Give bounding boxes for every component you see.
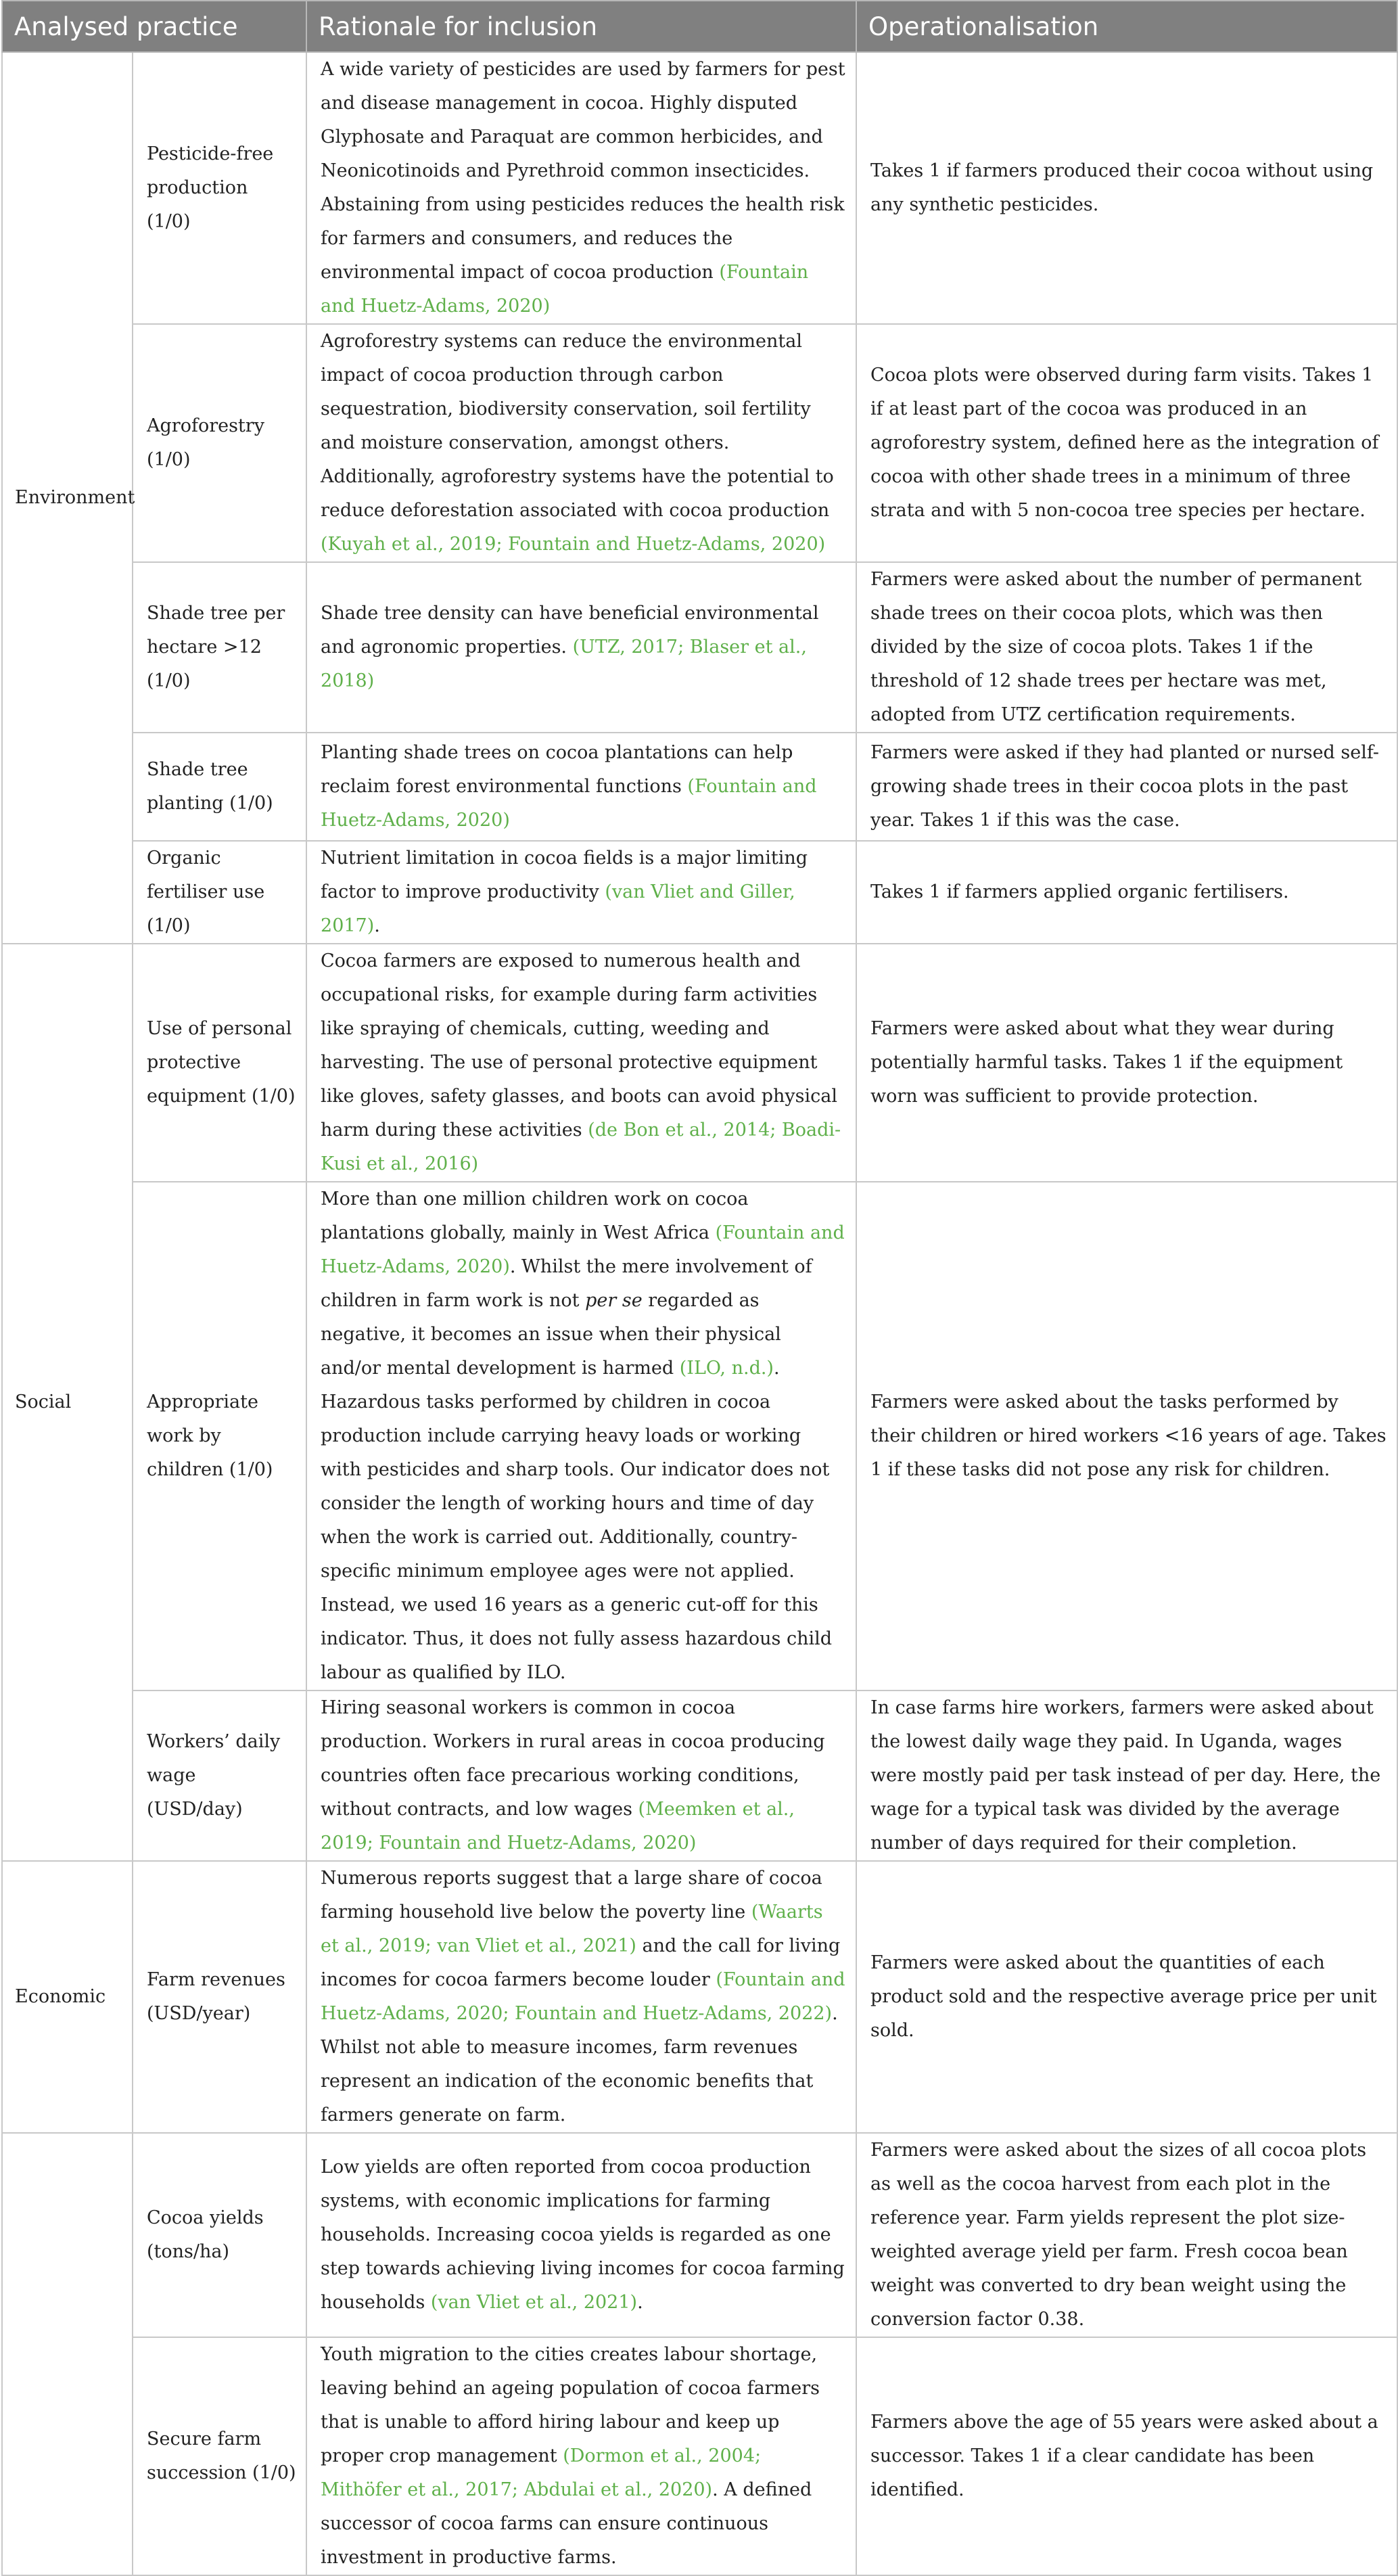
citation-link[interactable]: (UTZ, 2017; Blaser et al., 2018) bbox=[321, 637, 807, 691]
practice-cell: Appropriate work by children (1/0) bbox=[133, 1182, 306, 1690]
citation-link[interactable]: (Waarts et al., 2019; van Vliet et al., 2021) bbox=[321, 1902, 823, 1956]
practices-table bbox=[1, 0, 1398, 2576]
operationalisation-cell: Farmers were asked if they had planted or nursed self-growing shade trees in their cocoa plots in the past year. Takes 1 if this was the case. bbox=[856, 733, 1397, 841]
operationalisation-cell: Farmers were asked about the number of permanent shade trees on their cocoa plots, which was then divided by the size of cocoa plots. Takes 1 if the threshold of 12 shade trees per hectare was met, adopted from UTZ certification requirements. bbox=[856, 562, 1397, 733]
table-row bbox=[2, 733, 1397, 841]
emphasis-text: per se bbox=[585, 1290, 643, 1311]
operationalisation-cell: Farmers were asked about what they wear during potentially harmful tasks. Takes 1 if the equipment worn was sufficient to provide protection. bbox=[856, 944, 1397, 1182]
rationale-cell: Youth migration to the cities creates labour shortage, leaving behind an ageing population of cocoa farmers that is unable to afford hiring labour and keep up proper crop management (Dormon et al., 2004; Mithöfer et al., 2017; Abdulai et al., 2020). A defined successor of cocoa farms can ensure continuous investment in productive farms. bbox=[306, 2337, 856, 2575]
table-row bbox=[2, 2133, 1397, 2337]
practice-cell: Farm revenues (USD/year) bbox=[133, 1861, 306, 2133]
operationalisation-cell: Farmers were asked about the quantities of each product sold and the respective average price per unit sold. bbox=[856, 1861, 1397, 2133]
rationale-cell: Agroforestry systems can reduce the environmental impact of cocoa production through carbon sequestration, biodiversity conservation, soil fertility and moisture conservation, amongst others. Additionally, agroforestry systems have the potential to reduce deforestation associated with cocoa production (Kuyah et al., 2019; Fountain and Huetz-Adams, 2020) bbox=[306, 324, 856, 562]
practice-cell: Secure farm succession (1/0) bbox=[133, 2337, 306, 2575]
citation-link[interactable]: (Fountain and Huetz-Adams, 2020) bbox=[321, 1222, 845, 1277]
rationale-cell: Hiring seasonal workers is common in cocoa production. Workers in rural areas in cocoa producing countries often face precarious working conditions, without contracts, and low wages (Meemken et al., 2019; Fountain and Huetz-Adams, 2020) bbox=[306, 1690, 856, 1861]
operationalisation-cell: Takes 1 if farmers produced their cocoa without using any synthetic pesticides. bbox=[856, 52, 1397, 324]
citation-link[interactable]: (Fountain and Huetz-Adams, 2020) bbox=[321, 776, 817, 831]
rationale-cell: Nutrient limitation in cocoa fields is a major limiting factor to improve productivity (van Vliet and Giller, 2017). bbox=[306, 841, 856, 944]
table-row bbox=[2, 324, 1397, 562]
citation-link[interactable]: (Fountain and Huetz-Adams, 2020; Fountain and Huetz-Adams, 2022) bbox=[321, 1969, 845, 2024]
table-row bbox=[2, 1861, 1397, 2133]
header-rationale: Rationale for inclusion bbox=[306, 1, 856, 52]
table-row bbox=[2, 52, 1397, 324]
rationale-cell: A wide variety of pesticides are used by farmers for pest and disease management in cocoa. Highly disputed Glyphosate and Paraquat are common herbicides, and Neonicotinoids and Pyrethroid common insecticides. Abstaining from using pesticides reduces the health risk for farmers and consumers, and reduces the environmental impact of cocoa production (Fountain and Huetz-Adams, 2020) bbox=[306, 52, 856, 324]
dimension-unlabelled bbox=[2, 2133, 133, 2575]
practice-cell: Shade tree per hectare >12 (1/0) bbox=[133, 562, 306, 733]
practice-cell: Use of personal protective equipment (1/0) bbox=[133, 944, 306, 1182]
table-row bbox=[2, 562, 1397, 733]
table-row bbox=[2, 841, 1397, 944]
dimension-environment: Environment bbox=[2, 52, 133, 944]
citation-link[interactable]: (Fountain and Huetz-Adams, 2020) bbox=[321, 262, 809, 317]
operationalisation-cell: In case farms hire workers, farmers were asked about the lowest daily wage they paid. In Uganda, wages were mostly paid per task instead of per day. Here, the wage for a typical task was divided by the average number of days required for their completion. bbox=[856, 1690, 1397, 1861]
citation-link[interactable]: (de Bon et al., 2014; Boadi-Kusi et al., 2016) bbox=[321, 1120, 841, 1174]
dimension-economic: Economic bbox=[2, 1861, 133, 2133]
practice-cell: Cocoa yields (tons/ha) bbox=[133, 2133, 306, 2337]
practice-cell: Pesticide-free production (1/0) bbox=[133, 52, 306, 324]
operationalisation-cell: Cocoa plots were observed during farm visits. Takes 1 if at least part of the cocoa was produced in an agroforestry system, defined here as the integration of cocoa with other shade trees in a minimum of three strata and with 5 non-cocoa tree species per hectare. bbox=[856, 324, 1397, 562]
table-row bbox=[2, 1690, 1397, 1861]
citation-link[interactable]: (Kuyah et al., 2019; Fountain and Huetz-Adams, 2020) bbox=[321, 534, 826, 555]
header-analysed-practice: Analysed practice bbox=[2, 1, 306, 52]
operationalisation-cell: Farmers were asked about the tasks performed by their children or hired workers <16 years of age. Takes 1 if these tasks did not pose any risk for children. bbox=[856, 1182, 1397, 1690]
rationale-cell: More than one million children work on cocoa plantations globally, mainly in West Africa (Fountain and Huetz-Adams, 2020). Whilst the mere involvement of children in farm work is not per se regarded as negative, it becomes an issue when their physical and/or mental development is harmed (ILO, n.d.). Hazardous tasks performed by children in cocoa production include carrying heavy loads or working with pesticides and sharp tools. Our indicator does not consider the length of working hours and time of day when the work is carried out. Additionally, country-specific minimum employee ages were not applied. Instead, we used 16 years as a generic cut-off for this indicator. Thus, it does not fully assess hazardous child labour as qualified by ILO. bbox=[306, 1182, 856, 1690]
practice-cell: Shade tree planting (1/0) bbox=[133, 733, 306, 841]
dimension-social: Social bbox=[2, 944, 133, 1861]
citation-link[interactable]: (van Vliet et al., 2021) bbox=[430, 2292, 638, 2313]
table-header-row bbox=[2, 1, 1397, 52]
practice-cell: Organic fertiliser use (1/0) bbox=[133, 841, 306, 944]
citation-link[interactable]: (van Vliet and Giller, 2017) bbox=[321, 881, 795, 936]
practice-cell: Workers’ daily wage (USD/day) bbox=[133, 1690, 306, 1861]
citation-link[interactable]: (Dormon et al., 2004; Mithöfer et al., 2017; Abdulai et al., 2020) bbox=[321, 2445, 762, 2500]
table-row bbox=[2, 944, 1397, 1182]
rationale-cell: Numerous reports suggest that a large share of cocoa farming household live below the poverty line (Waarts et al., 2019; van Vliet et al., 2021) and the call for living incomes for cocoa farmers become louder (Fountain and Huetz-Adams, 2020; Fountain and Huetz-Adams, 2022). Whilst not able to measure incomes, farm revenues represent an indication of the economic benefits that farmers generate on farm. bbox=[306, 1861, 856, 2133]
rationale-cell: Shade tree density can have beneficial environmental and agronomic properties. (UTZ, 2017; Blaser et al., 2018) bbox=[306, 562, 856, 733]
rationale-cell: Cocoa farmers are exposed to numerous health and occupational risks, for example during farm activities like spraying of chemicals, cutting, weeding and harvesting. The use of personal protective equipment like gloves, safety glasses, and boots can avoid physical harm during these activities (de Bon et al., 2014; Boadi-Kusi et al., 2016) bbox=[306, 944, 856, 1182]
rationale-cell: Planting shade trees on cocoa plantations can help reclaim forest environmental functions (Fountain and Huetz-Adams, 2020) bbox=[306, 733, 856, 841]
citation-link[interactable]: (Meemken et al., 2019; Fountain and Huetz-Adams, 2020) bbox=[321, 1799, 795, 1854]
header-operationalisation: Operationalisation bbox=[856, 1, 1397, 52]
practice-cell: Agroforestry (1/0) bbox=[133, 324, 306, 562]
operationalisation-cell: Takes 1 if farmers applied organic fertilisers. bbox=[856, 841, 1397, 944]
table-row bbox=[2, 1182, 1397, 1690]
operationalisation-cell: Farmers above the age of 55 years were asked about a successor. Takes 1 if a clear candidate has been identified. bbox=[856, 2337, 1397, 2575]
operationalisation-cell: Farmers were asked about the sizes of all cocoa plots as well as the cocoa harvest from each plot in the reference year. Farm yields represent the plot size-weighted average yield per farm. Fresh cocoa bean weight was converted to dry bean weight using the conversion factor 0.38. bbox=[856, 2133, 1397, 2337]
citation-link[interactable]: (ILO, n.d.) bbox=[679, 1358, 774, 1379]
rationale-cell: Low yields are often reported from cocoa production systems, with economic implications for farming households. Increasing cocoa yields is regarded as one step towards achieving living incomes for cocoa farming households (van Vliet et al., 2021). bbox=[306, 2133, 856, 2337]
table-row bbox=[2, 2337, 1397, 2575]
